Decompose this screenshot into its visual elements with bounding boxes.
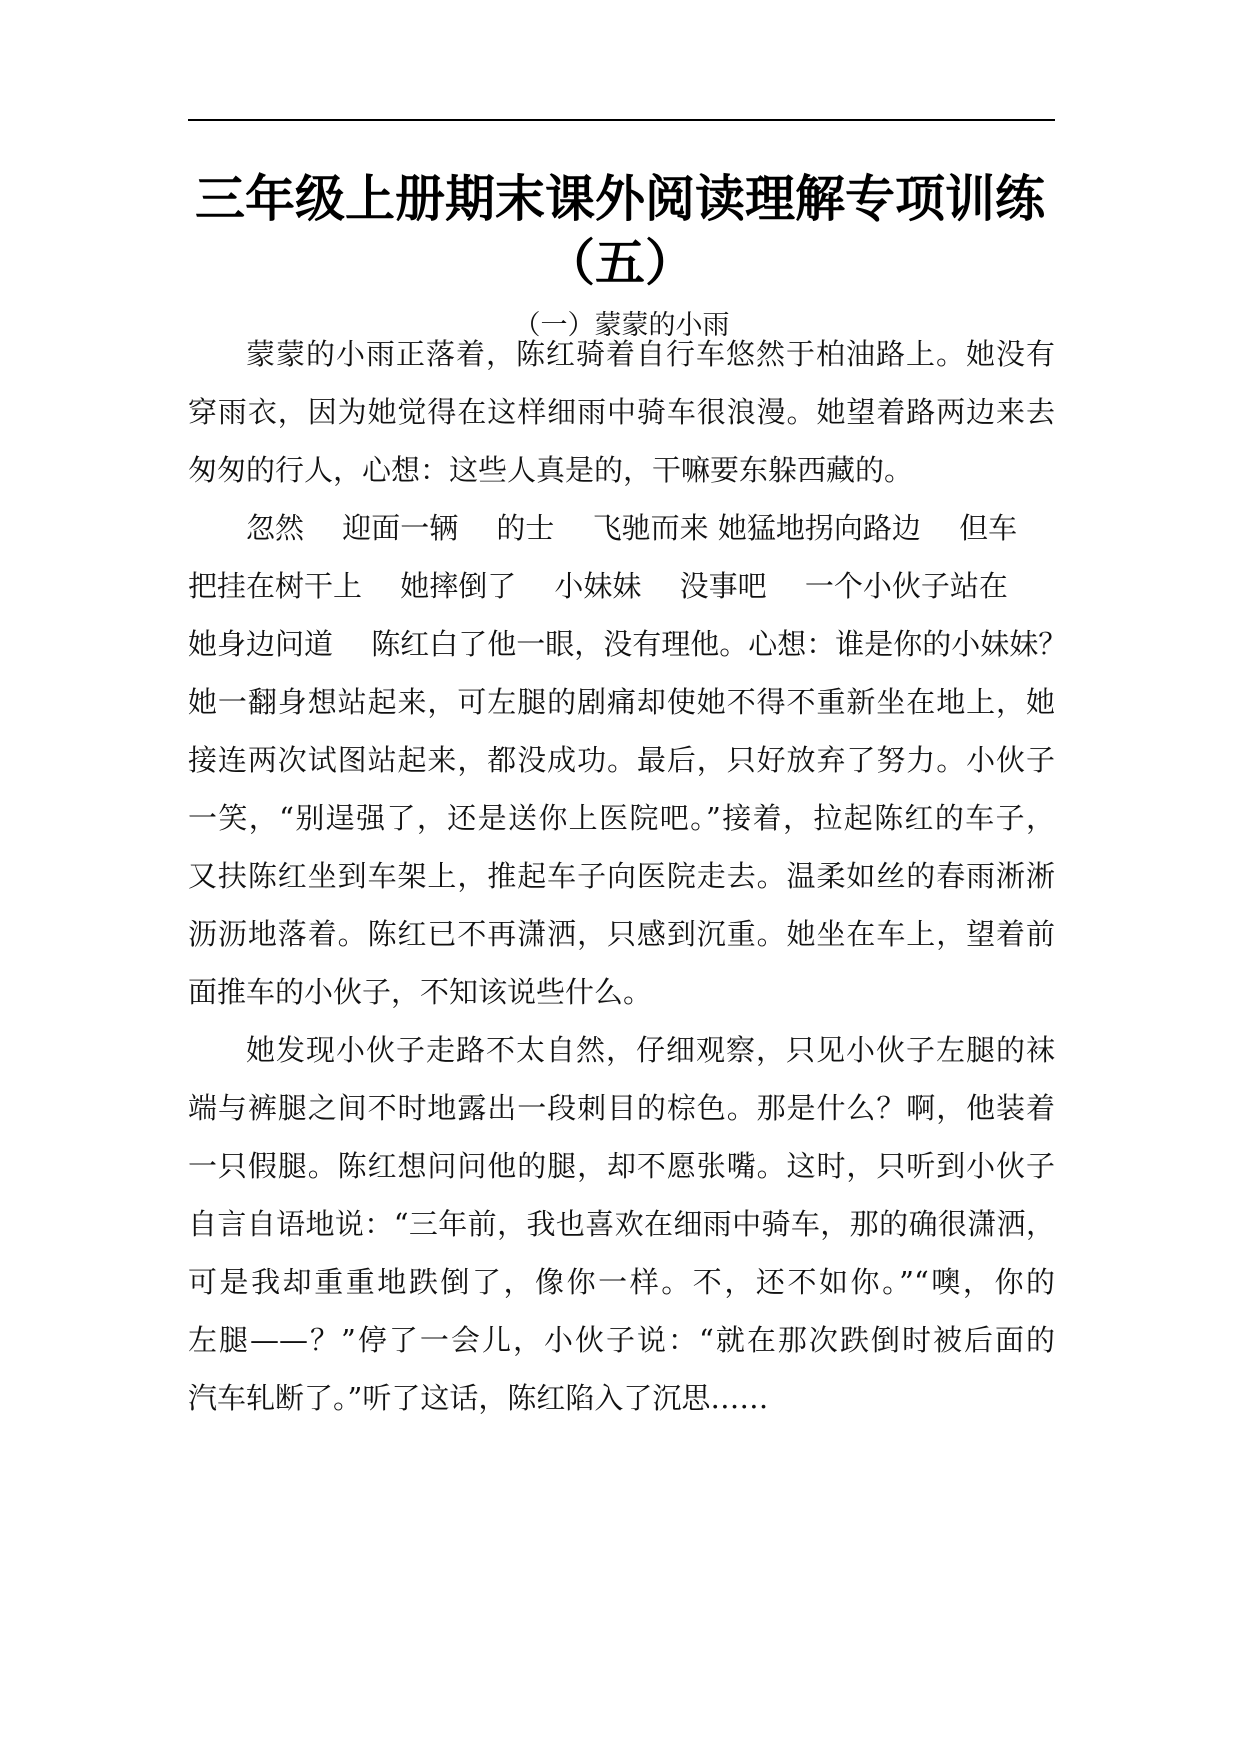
text-line: 自言自语地说：“三年前，我也喜欢在细雨中骑车，那的确很潇洒， [188,1207,1055,1241]
text-line: 端与裤腿之间不时地露出一段刺目的棕色。那是什么？啊，他装着 [188,1091,1055,1125]
text-line: 一只假腿。陈红想问问他的腿，却不愿张嘴。这时，只听到小伙子 [188,1149,1055,1183]
page-title-part: （五） [545,234,695,292]
text-line: 可是我却重重地跌倒了，像你一样。不，还不如你。”“噢，你的 [188,1265,1055,1299]
text-line: 接连两次试图站起来，都没成功。最后，只好放弃了努力。小伙子 [188,743,1055,777]
text-line: 穿雨衣，因为她觉得在这样细雨中骑车很浪漫。她望着路两边来去 [188,395,1055,429]
text-line: 匆匆的行人，心想：这些人真是的，干嘛要东躲西藏的。 [188,453,914,487]
text-line: 她身边问道 陈红白了他一眼，没有理他。心想：谁是你的小妹妹？ [188,627,1068,661]
text-line: 又扶陈红坐到车架上，推起车子向医院走去。温柔如丝的春雨淅淅 [188,859,1055,893]
text-line: 把挂在树干上 她摔倒了 小妹妹 没事吧 一个小伙子站在 [188,569,1008,603]
page-title: 三年级上册期末课外阅读理解专项训练 [195,170,1045,228]
text-line: 沥沥地落着。陈红已不再潇洒，只感到沉重。她坐在车上，望着前 [188,917,1055,951]
header-rule [188,119,1055,121]
text-line: 面推车的小伙子，不知该说些什么。 [188,975,653,1009]
text-line: 一笑，“别逞强了，还是送你上医院吧。”接着，拉起陈红的车子， [188,801,1055,835]
section-title: （一）蒙蒙的小雨 [513,310,730,341]
text-line: 忽然 迎面一辆 的士 飞驰而来 她猛地拐向路边 但车 [246,511,1018,545]
text-line: 她一翻身想站起来，可左腿的剧痛却使她不得不重新坐在地上，她 [188,685,1055,719]
text-line: 她发现小伙子走路不太自然，仔细观察，只见小伙子左腿的袜 [246,1033,1055,1067]
text-line: 蒙蒙的小雨正落着，陈红骑着自行车悠然于柏油路上。她没有 [246,337,1055,371]
text-line: 左腿——？”停了一会儿，小伙子说：“就在那次跌倒时被后面的 [188,1323,1055,1357]
text-line: 汽车轧断了。”听了这话，陈红陷入了沉思…… [188,1381,769,1415]
